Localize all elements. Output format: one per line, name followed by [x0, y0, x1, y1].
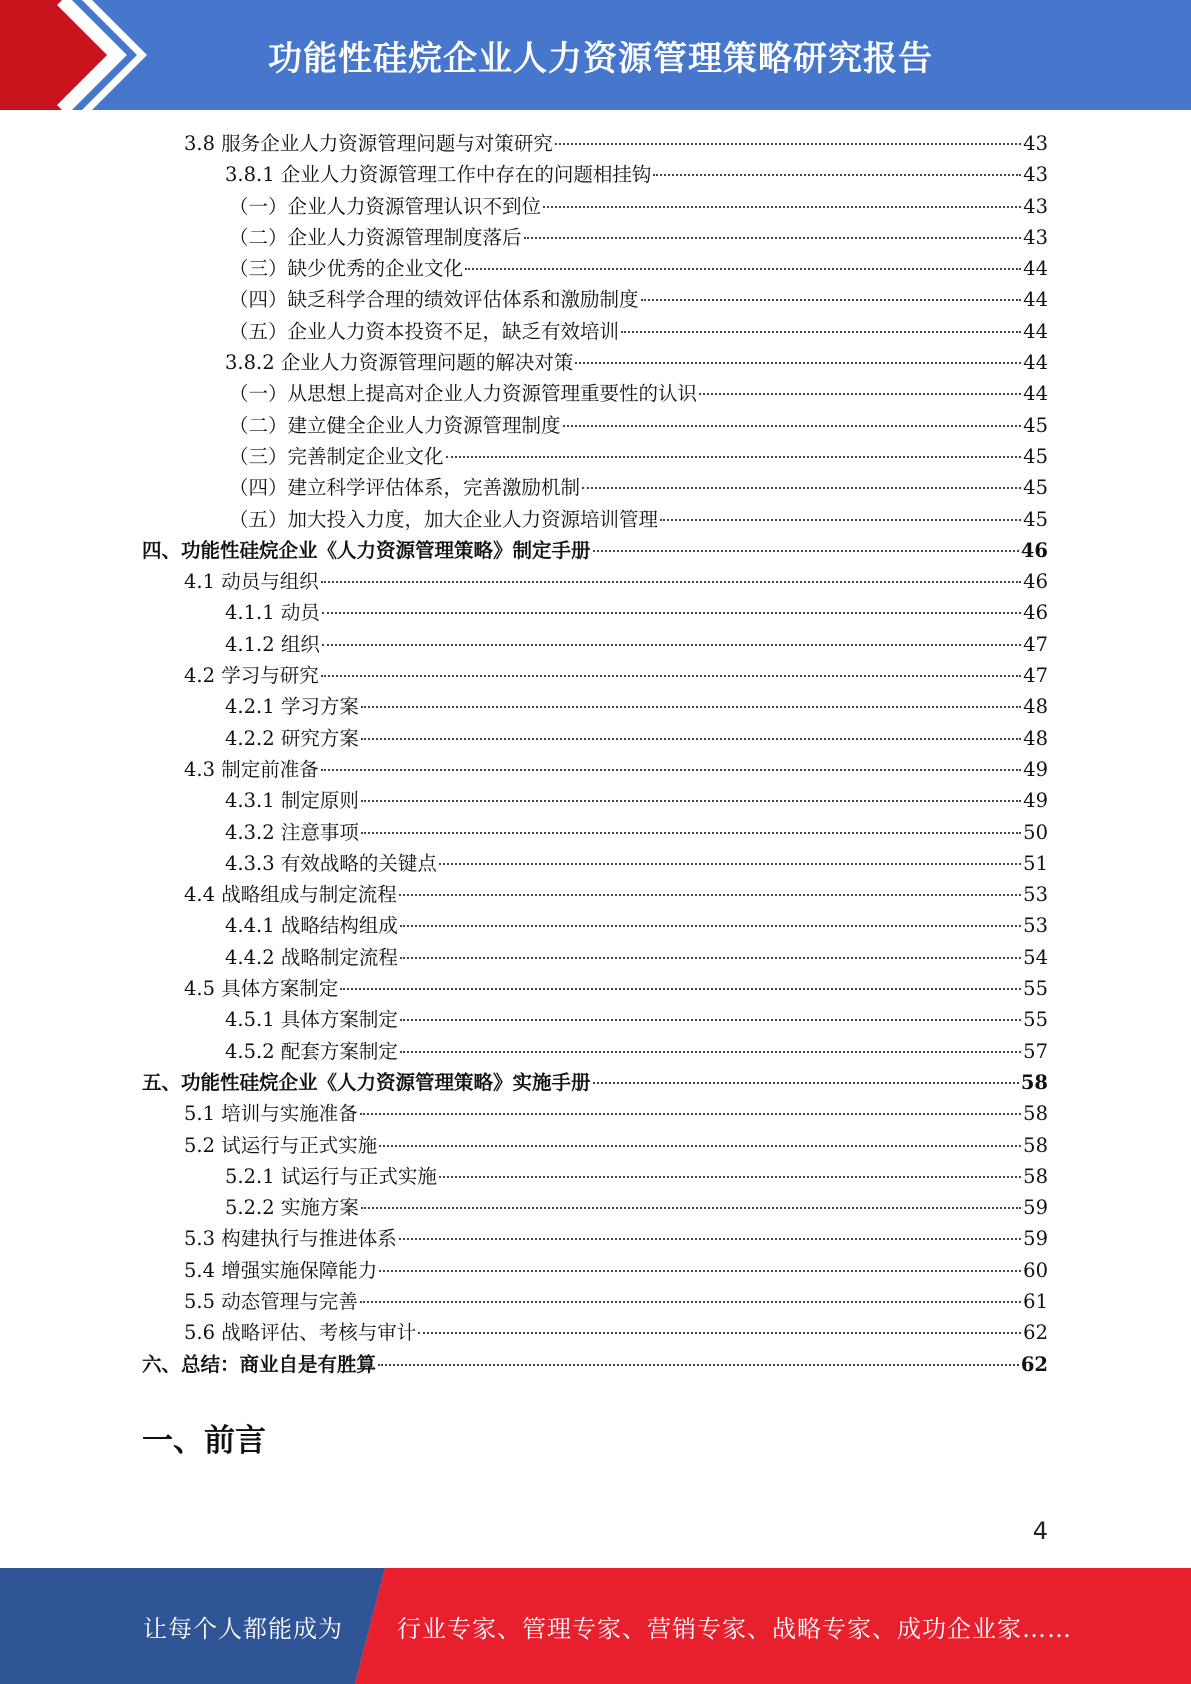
toc-entry[interactable]: [142, 973, 1048, 1004]
toc-entry[interactable]: [142, 1349, 1048, 1380]
toc-leader-dots: [575, 361, 1021, 364]
toc-leader-dots: [439, 862, 1021, 865]
toc-leader-dots: [399, 1237, 1021, 1240]
toc-entry-label: （三）完善制定企业文化: [229, 444, 444, 468]
toc-leader-dots: [361, 1206, 1021, 1209]
toc-entry-page: 44: [1023, 319, 1048, 343]
toc-entry-page: 58: [1020, 1070, 1048, 1094]
toc-leader-dots: [653, 173, 1021, 176]
toc-leader-dots: [400, 956, 1021, 959]
table-of-contents: [142, 128, 1048, 1380]
toc-entry[interactable]: [142, 128, 1048, 159]
toc-leader-dots: [360, 1300, 1021, 1303]
toc-entry[interactable]: [142, 535, 1048, 566]
toc-entry-page: 53: [1023, 883, 1048, 907]
toc-entry-label: 4.5.2 配套方案制定: [225, 1039, 398, 1063]
toc-entry[interactable]: [142, 316, 1048, 347]
toc-entry-label: 5.2.2 实施方案: [225, 1196, 359, 1220]
toc-leader-dots: [321, 768, 1021, 771]
toc-entry[interactable]: [142, 848, 1048, 879]
toc-leader-dots: [400, 924, 1021, 927]
toc-entry-label: （二）企业人力资源管理制度落后: [229, 225, 522, 249]
toc-leader-dots: [379, 1144, 1021, 1147]
toc-entry-label: （一）从思想上提高对企业人力资源管理重要性的认识: [229, 382, 698, 406]
toc-leader-dots: [322, 611, 1021, 614]
toc-entry[interactable]: [142, 1004, 1048, 1035]
toc-leader-dots: [322, 643, 1021, 646]
toc-entry[interactable]: [142, 253, 1048, 284]
toc-entry-label: 4.1 动员与组织: [184, 570, 319, 594]
toc-entry[interactable]: [142, 1223, 1048, 1254]
toc-leader-dots: [321, 674, 1021, 677]
toc-entry-label: 4.4 战略组成与制定流程: [184, 883, 397, 907]
toc-entry-label: 3.8 服务企业人力资源管理问题与对策研究: [184, 132, 553, 155]
toc-entry[interactable]: [142, 504, 1048, 535]
toc-entry-label: （四）缺乏科学合理的绩效评估体系和激励制度: [229, 288, 639, 312]
toc-entry-page: 44: [1023, 257, 1048, 281]
toc-entry-label: 3.8.2 企业人力资源管理问题的解决对策: [225, 351, 574, 375]
toc-entry[interactable]: [142, 879, 1048, 910]
toc-leader-dots: [465, 267, 1021, 270]
toc-entry-page: 59: [1023, 1196, 1048, 1220]
toc-entry[interactable]: [142, 410, 1048, 441]
toc-entry-page: 47: [1023, 664, 1048, 688]
toc-leader-dots: [439, 1175, 1021, 1178]
toc-entry-page: 43: [1023, 194, 1048, 218]
toc-entry[interactable]: [142, 347, 1048, 378]
toc-entry-page: 61: [1023, 1289, 1048, 1313]
toc-entry-label: 4.2.2 研究方案: [225, 726, 359, 750]
toc-entry-page: 49: [1023, 789, 1048, 813]
toc-entry[interactable]: [142, 284, 1048, 315]
toc-entry-page: 45: [1023, 413, 1048, 437]
toc-leader-dots: [361, 831, 1021, 834]
toc-entry-page: 43: [1023, 163, 1048, 187]
toc-leader-dots: [524, 236, 1022, 239]
toc-entry-label: 4.2 学习与研究: [184, 664, 319, 688]
toc-leader-dots: [593, 1081, 1019, 1084]
toc-leader-dots: [543, 205, 1021, 208]
toc-entry-label: 5.2.1 试运行与正式实施: [225, 1164, 437, 1188]
toc-leader-dots: [340, 987, 1021, 990]
toc-entry-page: 54: [1023, 945, 1048, 969]
toc-leader-dots: [563, 424, 1022, 427]
toc-entry[interactable]: [142, 566, 1048, 597]
toc-entry-label: 4.5.1 具体方案制定: [225, 1008, 398, 1032]
toc-entry[interactable]: [142, 723, 1048, 754]
section-heading: 一、前言: [142, 1423, 266, 1459]
page-header: [0, 0, 1191, 110]
toc-leader-dots: [593, 549, 1019, 552]
toc-entry[interactable]: [142, 1067, 1048, 1098]
toc-entry-label: 3.8.1 企业人力资源管理工作中存在的问题相挂钩: [225, 163, 652, 187]
toc-entry-label: （四）建立科学评估体系，完善激励机制: [229, 476, 581, 500]
toc-entry-page: 60: [1023, 1258, 1048, 1282]
toc-entry-page: 45: [1023, 444, 1048, 468]
toc-entry-label: 4.3.3 有效战略的关键点: [225, 851, 437, 875]
toc-leader-dots: [621, 330, 1021, 333]
toc-entry[interactable]: [142, 1286, 1048, 1317]
toc-entry-page: 49: [1023, 757, 1048, 781]
toc-entry-page: 48: [1023, 695, 1048, 719]
toc-entry-label: 4.3.2 注意事项: [225, 820, 359, 844]
toc-leader-dots: [641, 298, 1022, 301]
toc-entry-label: 六、总结：商业自是有胜算: [142, 1352, 377, 1376]
toc-entry[interactable]: [142, 441, 1048, 472]
toc-entry[interactable]: [142, 660, 1048, 691]
toc-entry-label: 四、功能性硅烷企业《人力资源管理策略》制定手册: [142, 538, 591, 562]
toc-entry-label: 4.2.1 学习方案: [225, 695, 359, 719]
toc-entry[interactable]: [142, 910, 1048, 941]
toc-entry-page: 46: [1023, 601, 1048, 625]
toc-entry[interactable]: [142, 1098, 1048, 1129]
toc-entry-page: 58: [1023, 1102, 1048, 1126]
toc-entry-label: （三）缺少优秀的企业文化: [229, 257, 464, 281]
toc-entry-label: 5.6 战略评估、考核与审计: [184, 1321, 417, 1345]
toc-leader-dots: [400, 1050, 1021, 1053]
toc-leader-dots: [399, 893, 1021, 896]
page-number: 4: [1032, 1517, 1048, 1545]
header-arrow-decoration: [0, 0, 170, 110]
toc-entry[interactable]: [142, 785, 1048, 816]
footer-slogan-left: 让每个人都能成为: [143, 1614, 343, 1643]
toc-entry[interactable]: [142, 1192, 1048, 1223]
toc-entry-label: 4.4.1 战略结构组成: [225, 914, 398, 938]
toc-entry[interactable]: [142, 1036, 1048, 1067]
toc-entry-page: 59: [1023, 1227, 1048, 1251]
toc-entry-page: 43: [1023, 132, 1048, 155]
toc-entry-page: 45: [1023, 476, 1048, 500]
toc-entry[interactable]: [142, 191, 1048, 222]
toc-entry-page: 48: [1023, 726, 1048, 750]
toc-entry-page: 50: [1023, 820, 1048, 844]
page-footer: [0, 1568, 1191, 1684]
document-title: 功能性硅烷企业人力资源管理策略研究报告: [268, 38, 933, 79]
toc-leader-dots: [361, 799, 1021, 802]
toc-entry-page: 55: [1023, 977, 1048, 1001]
toc-entry[interactable]: [142, 1255, 1048, 1286]
toc-entry[interactable]: [142, 1317, 1048, 1348]
toc-leader-dots: [379, 1269, 1021, 1272]
toc-entry[interactable]: [142, 817, 1048, 848]
toc-entry-label: 4.1.2 组织: [225, 632, 320, 656]
toc-leader-dots: [361, 705, 1021, 708]
toc-entry-page: 58: [1023, 1133, 1048, 1157]
toc-entry-page: 46: [1023, 570, 1048, 594]
toc-entry[interactable]: [142, 1161, 1048, 1192]
toc-entry-label: 5.2 试运行与正式实施: [184, 1133, 378, 1157]
toc-leader-dots: [321, 580, 1021, 583]
toc-leader-dots: [418, 1331, 1021, 1334]
toc-entry[interactable]: [142, 159, 1048, 190]
toc-entry-page: 44: [1023, 351, 1048, 375]
toc-entry-page: 57: [1023, 1039, 1048, 1063]
toc-leader-dots: [361, 737, 1021, 740]
toc-leader-dots: [555, 142, 1021, 145]
toc-entry[interactable]: [142, 222, 1048, 253]
toc-entry-page: 46: [1020, 538, 1048, 562]
toc-entry-page: 51: [1023, 851, 1048, 875]
toc-entry[interactable]: [142, 754, 1048, 785]
toc-entry[interactable]: [142, 378, 1048, 409]
toc-entry[interactable]: [142, 942, 1048, 973]
toc-entry-page: 62: [1023, 1321, 1048, 1345]
toc-entry-page: 47: [1023, 632, 1048, 656]
toc-entry-label: （五）加大投入力度，加大企业人力资源培训管理: [229, 507, 659, 531]
toc-leader-dots: [699, 392, 1021, 395]
toc-entry-label: 5.5 动态管理与完善: [184, 1289, 358, 1313]
toc-entry-page: 45: [1023, 507, 1048, 531]
toc-entry-label: 5.4 增强实施保障能力: [184, 1258, 378, 1282]
toc-entry-page: 53: [1023, 914, 1048, 938]
toc-entry-label: 4.3 制定前准备: [184, 757, 319, 781]
toc-entry-label: 4.1.1 动员: [225, 601, 320, 625]
toc-entry-page: 44: [1023, 382, 1048, 406]
toc-leader-dots: [400, 1018, 1021, 1021]
toc-entry-label: 5.3 构建执行与推进体系: [184, 1227, 397, 1251]
toc-leader-dots: [360, 1112, 1021, 1115]
toc-entry-label: （二）建立健全企业人力资源管理制度: [229, 413, 561, 437]
toc-leader-dots: [446, 455, 1022, 458]
toc-entry-label: 5.1 培训与实施准备: [184, 1102, 358, 1126]
toc-entry[interactable]: [142, 472, 1048, 503]
toc-entry-label: （一）企业人力资源管理认识不到位: [229, 194, 542, 218]
toc-entry-label: 4.5 具体方案制定: [184, 977, 339, 1001]
toc-entry-page: 58: [1023, 1164, 1048, 1188]
toc-leader-dots: [582, 486, 1021, 489]
toc-entry-page: 44: [1023, 288, 1048, 312]
toc-entry[interactable]: [142, 1130, 1048, 1161]
toc-entry[interactable]: [142, 629, 1048, 660]
toc-entry-label: 五、功能性硅烷企业《人力资源管理策略》实施手册: [142, 1070, 591, 1094]
toc-entry-page: 62: [1020, 1352, 1048, 1376]
toc-entry-label: 4.4.2 战略制定流程: [225, 945, 398, 969]
toc-leader-dots: [660, 518, 1021, 521]
toc-entry-page: 43: [1023, 225, 1048, 249]
toc-entry-page: 55: [1023, 1008, 1048, 1032]
toc-entry[interactable]: [142, 597, 1048, 628]
toc-entry-label: （五）企业人力资本投资不足，缺乏有效培训: [229, 319, 620, 343]
footer-slogan-right: 行业专家、管理专家、营销专家、战略专家、成功企业家……: [397, 1614, 1072, 1643]
toc-entry[interactable]: [142, 691, 1048, 722]
toc-leader-dots: [378, 1363, 1019, 1366]
toc-entry-label: 4.3.1 制定原则: [225, 789, 359, 813]
